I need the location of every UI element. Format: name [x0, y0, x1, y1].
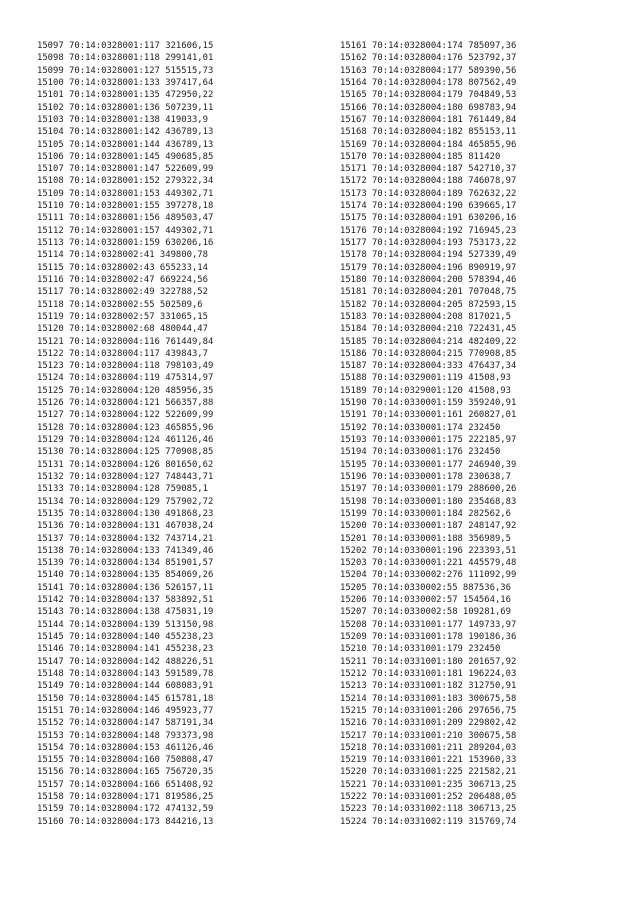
list-item: 15144 70:14:0328004:139 513150,98: [37, 619, 214, 630]
list-item: 15132 70:14:0328004:127 748443,71: [37, 471, 214, 482]
list-item: 15216 70:14:0331001:209 229802,42: [340, 718, 517, 729]
list-item: 15195 70:14:0330001:177 246940,39: [340, 459, 517, 470]
list-item: 15121 70:14:0328004:116 761449,84: [37, 336, 214, 347]
list-item: 15137 70:14:0328004:132 743714,21: [37, 533, 214, 544]
list-item: 15203 70:14:0330001:221 445579,48: [340, 558, 517, 569]
list-item: 15208 70:14:0331001:177 149733,97: [340, 619, 517, 630]
list-item: 15192 70:14:0330001:174 232450: [340, 422, 501, 433]
list-item: 15115 70:14:0328002:43 655233,14: [37, 262, 208, 273]
list-item: 15159 70:14:0328004:172 474132,59: [37, 804, 214, 815]
list-item: 15116 70:14:0328002:47 669224,56: [37, 274, 208, 285]
list-item: 15133 70:14:0328004:128 759085,1: [37, 484, 208, 495]
list-item: 15204 70:14:0330002:276 111092,99: [340, 570, 517, 581]
list-item: 15201 70:14:0330001:188 356989,5: [340, 533, 511, 544]
list-item: 15202 70:14:0330001:196 223393,51: [340, 545, 517, 556]
list-item: 15220 70:14:0331001:225 221582,21: [340, 767, 517, 778]
list-item: 15166 70:14:0328004:180 698783,94: [340, 102, 517, 113]
list-item: 15149 70:14:0328004:144 608083,91: [37, 681, 214, 692]
list-item: 15139 70:14:0328004:134 851901,57: [37, 558, 214, 569]
list-item: 15113 70:14:0328001:159 630206,16: [37, 238, 214, 248]
list-item: 15101 70:14:0328001:135 472950,22: [37, 90, 214, 101]
list-item: 15130 70:14:0328004:125 770908,85: [37, 447, 214, 458]
list-item: 15160 70:14:0328004:173 844216,13: [37, 816, 214, 827]
list-item: 15164 70:14:0328004:178 807562,49: [340, 77, 517, 88]
list-item: 15143 70:14:0328004:138 475031,19: [37, 607, 214, 618]
list-item: 15131 70:14:0328004:126 801650,62: [37, 459, 214, 470]
list-item: 15103 70:14:0328001:138 419033,9: [37, 114, 208, 125]
list-item: 15157 70:14:0328004:166 651408,92: [37, 779, 214, 790]
list-item: 15106 70:14:0328001:145 490685,85: [37, 151, 214, 162]
list-item: 15173 70:14:0328004:189 762632,22: [340, 188, 517, 199]
list-item: 15120 70:14:0328002:68 480044,47: [37, 324, 208, 335]
list-item: 15188 70:14:0329001:119 41508,93: [340, 373, 511, 384]
list-item: 15170 70:14:0328004:185 811420: [340, 151, 501, 162]
list-item: 15198 70:14:0330001:180 235468,83: [340, 496, 517, 507]
list-item: 15194 70:14:0330001:176 232450: [340, 447, 501, 458]
list-item: 15196 70:14:0330001:178 230638,7: [340, 471, 511, 482]
list-item: 15167 70:14:0328004:181 761449,84: [340, 114, 517, 125]
list-item: 15180 70:14:0328004:200 578394,46: [340, 274, 517, 285]
list-item: 15117 70:14:0328002:49 322788,52: [37, 287, 208, 298]
list-item: 15110 70:14:0328001:155 397278,18: [37, 201, 214, 212]
list-item: 15183 70:14:0328004:208 817021,5: [340, 311, 511, 322]
list-item: 15215 70:14:0331001:206 297656,75: [340, 705, 517, 716]
list-item: 15136 70:14:0328004:131 467038,24: [37, 521, 214, 532]
list-item: 15222 70:14:0331001:252 206488,05: [340, 792, 517, 803]
list-item: 15185 70:14:0328004:214 482409,22: [340, 336, 517, 347]
list-item: 15126 70:14:0328004:121 566357,88: [37, 398, 214, 409]
list-item: 15181 70:14:0328004:201 707048,75: [340, 287, 517, 298]
list-item: 15190 70:14:0330001:159 359240,91: [340, 398, 517, 409]
list-item: 15212 70:14:0331001:181 196224,03: [340, 668, 517, 679]
list-item: 15097 70:14:0328001:117 321606,15: [37, 41, 214, 51]
list-item: 15219 70:14:0331001:221 153960,33: [340, 755, 517, 766]
list-item: 15129 70:14:0328004:124 461126,46: [37, 435, 214, 445]
list-item: 15193 70:14:0330001:175 222185,97: [340, 435, 517, 445]
list-item: 15187 70:14:0328004:333 476437,34: [340, 361, 517, 372]
list-item: 15176 70:14:0328004:192 716945,23: [340, 225, 517, 236]
list-item: 15119 70:14:0328002:57 331065,15: [37, 311, 208, 322]
list-item: 15224 70:14:0331002:119 315769,74: [340, 816, 517, 827]
list-item: 15151 70:14:0328004:146 495923,77: [37, 705, 214, 716]
list-item: 15140 70:14:0328004:135 854069,26: [37, 570, 214, 581]
list-item: 15169 70:14:0328004:184 465855,96: [340, 139, 517, 150]
list-item: 15104 70:14:0328001:142 436789,13: [37, 127, 214, 138]
list-item: 15182 70:14:0328004:205 872593,15: [340, 299, 517, 310]
list-item: 15114 70:14:0328002:41 349800,78: [37, 250, 208, 261]
list-item: 15197 70:14:0330001:179 288600,26: [340, 484, 517, 495]
list-item: 15099 70:14:0328001:127 515515,73: [37, 65, 214, 76]
list-item: 15207 70:14:0330002:58 109281,69: [340, 607, 511, 618]
list-item: 15108 70:14:0328001:152 279322,34: [37, 176, 214, 187]
list-item: 15171 70:14:0328004:187 542710,37: [340, 164, 517, 175]
list-item: 15200 70:14:0330001:187 248147,92: [340, 521, 517, 532]
list-item: 15184 70:14:0328004:210 722431,45: [340, 324, 517, 335]
list-item: 15214 70:14:0331001:183 300675,58: [340, 693, 517, 704]
list-item: 15178 70:14:0328004:194 527339,49: [340, 250, 517, 261]
list-item: 15177 70:14:0328004:193 753173,22: [340, 238, 517, 248]
list-item: 15107 70:14:0328001:147 522609,99: [37, 164, 214, 175]
list-item: 15165 70:14:0328004:179 704849,53: [340, 90, 517, 101]
list-item: 15102 70:14:0328001:136 507239,11: [37, 102, 214, 113]
list-item: 15218 70:14:0331001:211 289204,03: [340, 742, 517, 753]
list-item: 15135 70:14:0328004:130 491868,23: [37, 508, 214, 519]
list-item: 15142 70:14:0328004:137 583892,51: [37, 595, 214, 606]
list-item: 15154 70:14:0328004:153 461126,46: [37, 742, 214, 753]
list-item: 15141 70:14:0328004:136 526157,11: [37, 582, 214, 593]
list-item: 15158 70:14:0328004:171 819586,25: [37, 792, 214, 803]
list-item: 15098 70:14:0328001:118 299141,01: [37, 53, 214, 64]
list-item: 15199 70:14:0330001:184 282562,6: [340, 508, 511, 519]
list-item: 15175 70:14:0328004:191 630206,16: [340, 213, 517, 224]
list-item: 15162 70:14:0328004:176 523792,37: [340, 53, 517, 64]
list-item: 15186 70:14:0328004:215 770908,85: [340, 348, 517, 359]
list-item: 15111 70:14:0328001:156 489503,47: [37, 213, 214, 224]
list-item: 15124 70:14:0328004:119 475314,97: [37, 373, 214, 384]
list-item: 15122 70:14:0328004:117 439843,7: [37, 348, 208, 359]
list-item: 15147 70:14:0328004:142 488226,51: [37, 656, 214, 667]
list-item: 15105 70:14:0328001:144 436789,13: [37, 139, 214, 150]
list-item: 15112 70:14:0328001:157 449302,71: [37, 225, 214, 236]
list-item: 15152 70:14:0328004:147 587191,34: [37, 718, 214, 729]
list-item: 15145 70:14:0328004:140 455238,23: [37, 632, 214, 642]
list-item: 15100 70:14:0328001:133 397417,64: [37, 77, 214, 88]
list-item: 15125 70:14:0328004:120 485956,35: [37, 385, 214, 396]
list-item: 15213 70:14:0331001:182 312750,91: [340, 681, 517, 692]
list-item: 15217 70:14:0331001:210 300675,58: [340, 730, 517, 741]
list-item: 15189 70:14:0329001:120 41508,93: [340, 385, 511, 396]
list-item: 15211 70:14:0331001:180 201657,92: [340, 656, 517, 667]
list-item: 15210 70:14:0331001:179 232450: [340, 644, 501, 655]
list-item: 15168 70:14:0328004:182 855153,11: [340, 127, 517, 138]
list-item: 15138 70:14:0328004:133 741349,46: [37, 545, 214, 556]
list-item: 15118 70:14:0328002:55 502509,6: [37, 299, 203, 310]
list-item: 15205 70:14:0330002:55 887536,36: [340, 582, 511, 593]
list-item: 15128 70:14:0328004:123 465855,96: [37, 422, 214, 433]
list-item: 15221 70:14:0331001:235 306713,25: [340, 779, 517, 790]
list-item: 15156 70:14:0328004:165 756720,35: [37, 767, 214, 778]
list-item: 15109 70:14:0328001:153 449302,71: [37, 188, 214, 199]
left-column: [37, 40, 213, 828]
list-item: 15134 70:14:0328004:129 757902,72: [37, 496, 214, 507]
list-item: 15155 70:14:0328004:160 750808,47: [37, 755, 214, 766]
list-item: 15153 70:14:0328004:148 793373,98: [37, 730, 214, 741]
list-item: 15174 70:14:0328004:190 639665,17: [340, 201, 517, 212]
list-item: 15146 70:14:0328004:141 455238,23: [37, 644, 214, 655]
list-item: 15163 70:14:0328004:177 589390,56: [340, 65, 517, 76]
right-column: [340, 40, 516, 828]
list-item: 15191 70:14:0330001:161 260827,01: [340, 410, 517, 421]
list-item: 15179 70:14:0328004:196 890919,97: [340, 262, 517, 273]
list-item: 15206 70:14:0330002:57 154564,16: [340, 595, 511, 606]
list-item: 15148 70:14:0328004:143 591589,78: [37, 668, 214, 679]
list-item: 15223 70:14:0331002:118 306713,25: [340, 804, 517, 815]
list-item: 15150 70:14:0328004:145 615781,18: [37, 693, 214, 704]
list-item: 15161 70:14:0328004:174 785097,36: [340, 41, 517, 51]
list-item: 15172 70:14:0328004:188 746078,97: [340, 176, 517, 187]
list-item: 15209 70:14:0331001:178 190186,36: [340, 632, 517, 642]
list-item: 15123 70:14:0328004:118 798103,49: [37, 361, 214, 372]
list-item: 15127 70:14:0328004:122 522609,99: [37, 410, 214, 421]
